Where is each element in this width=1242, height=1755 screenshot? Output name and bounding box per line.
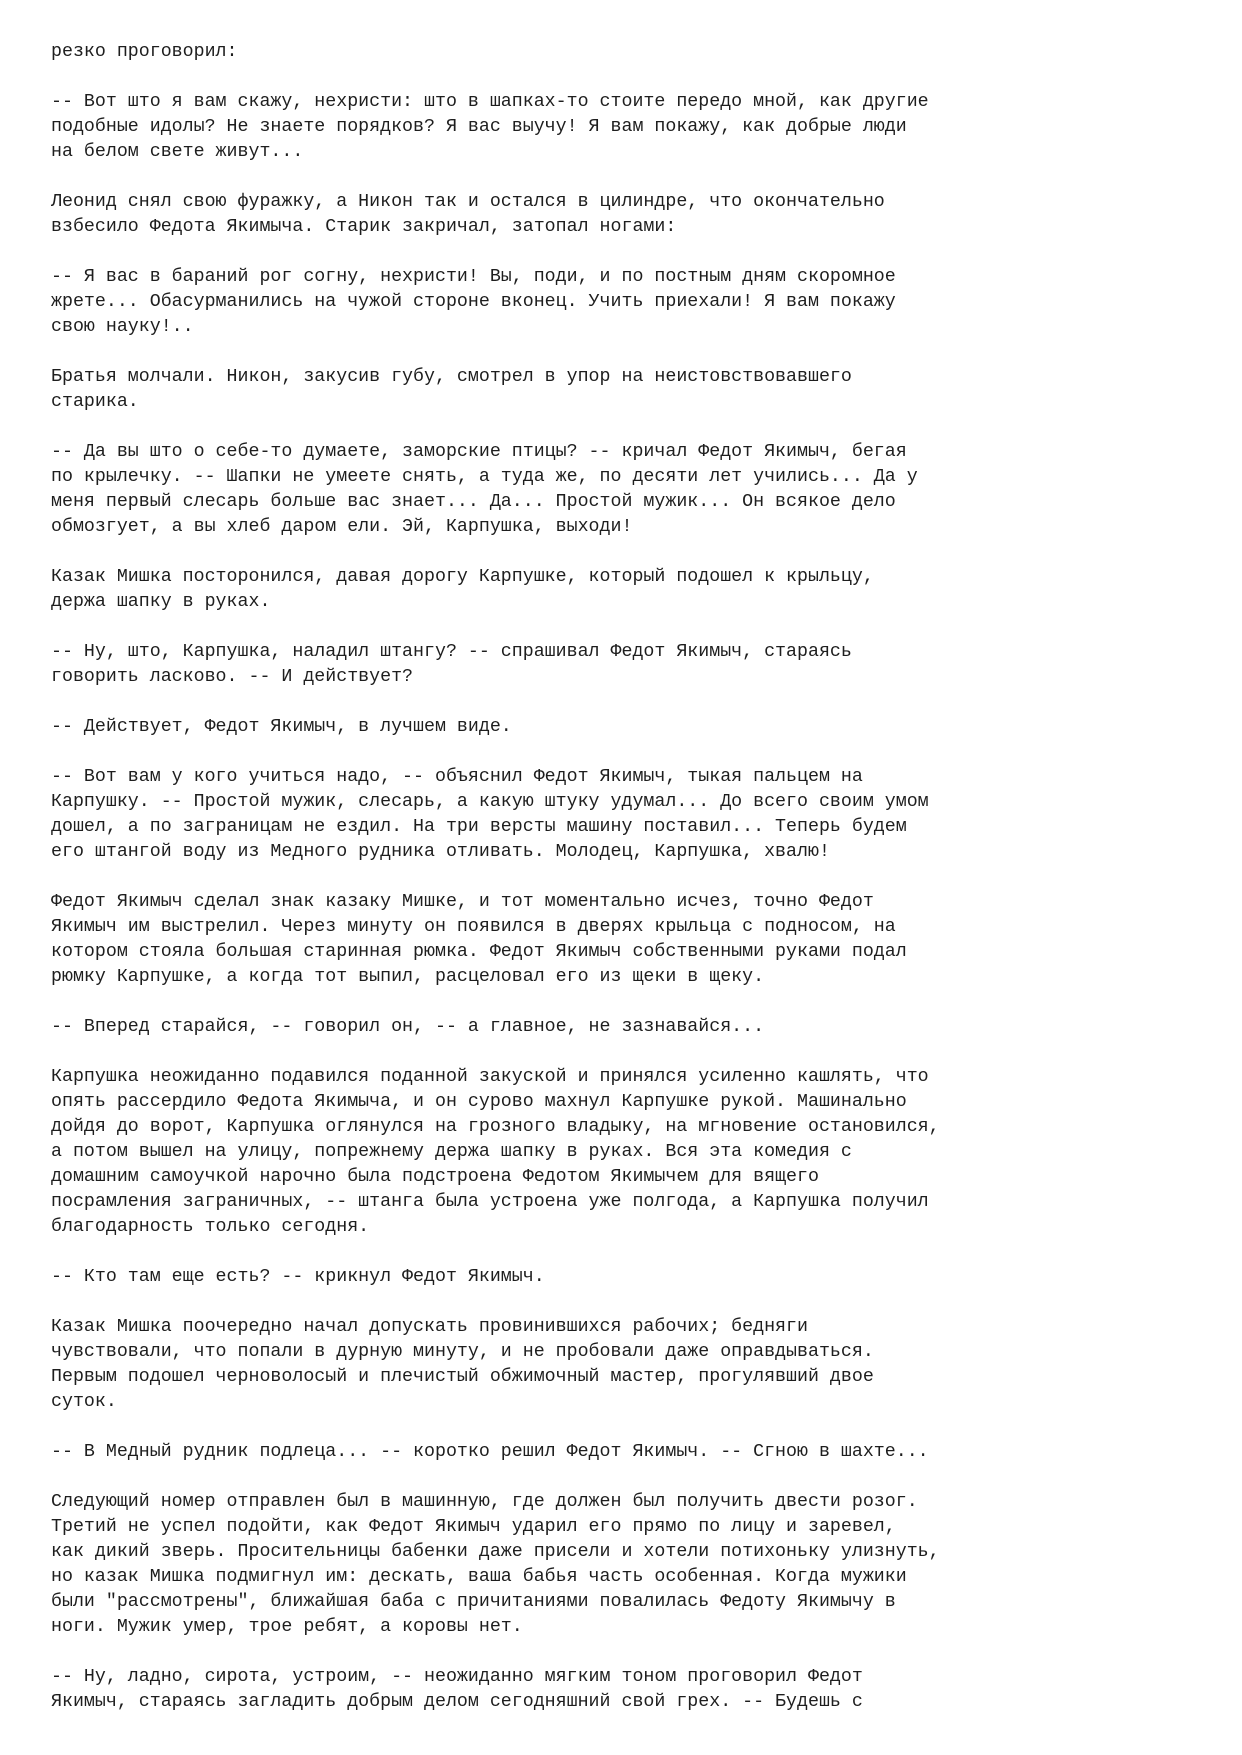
paragraph: -- Действует, Федот Якимыч, в лучшем виде. <box>51 717 512 737</box>
paragraph: -- В Медный рудник подлеца... -- коротко решил Федот Якимыч. -- Сгною в шахте... <box>51 1442 929 1462</box>
paragraph: резко проговорил: <box>51 42 238 62</box>
paragraph: Федот Якимыч сделал знак казаку Мишке, и тот моментально исчез, точно Федот Якимыч им выстрелил. Через минуту он появился в дверях крыльца с подносом, на котором стояла большая старинная рюмка. Федот Якимыч собственными руками подал рюмку Карпушке, а когда тот выпил, расцеловал его из щеки в щеку. <box>51 892 907 987</box>
paragraph: -- Кто там еще есть? -- крикнул Федот Якимыч. <box>51 1267 545 1287</box>
paragraph: Казак Мишка посторонился, давая дорогу Карпушке, который подошел к крыльцу, держа шапку в руках. <box>51 567 874 612</box>
paragraph: -- Вот што я вам скажу, нехристи: што в шапках-то стоите передо мной, как другие подобные идолы? Не знаете порядков? Я вас выучу! Я вам покажу, как добрые люди на белом свете живут... <box>51 92 929 162</box>
paragraph: -- Да вы што о себе-то думаете, заморские птицы? -- кричал Федот Якимыч, бегая по крылечку. -- Шапки не умеете снять, а туда же, по десяти лет учились... Да у меня первый слесарь больше вас знает... Да... Простой мужик... Он всякое дело обмозгует, а вы хлеб даром ели. Эй, Карпушка, выходи! <box>51 442 918 537</box>
paragraph: Карпушка неожиданно подавился поданной закуской и принялся усиленно кашлять, что опять рассердило Федота Якимыча, и он сурово махнул Карпушке рукой. Машинально дойдя до ворот, Карпушка оглянулся на грозного владыку, на мгновение остановился, а потом вышел на улицу, попрежнему держа шапку в руках. Вся эта комедия с домашним самоучкой нарочно была подстроена Федотом Якимычем для вящего посрамления заграничных, -- штанга была устроена уже полгода, а Карпушка получил благодарность только сегодня. <box>51 1067 940 1237</box>
paragraph: Следующий номер отправлен был в машинную, где должен был получить двести розог. Третий не успел подойти, как Федот Якимыч ударил его прямо по лицу и заревел, как дикий зверь. Просительницы бабенки даже присели и хотели потихоньку улизнуть, но казак Мишка подмигнул им: дескать, ваша бабья часть особенная. Когда мужики были "рассмотрены", ближайшая баба с причитаниями повалилась Федоту Якимычу в ноги. Мужик умер, трое ребят, а коровы нет. <box>51 1492 940 1637</box>
paragraph: -- Вот вам у кого учиться надо, -- объяснил Федот Якимыч, тыкая пальцем на Карпушку. -- Простой мужик, слесарь, а какую штуку удумал... До всего своим умом дошел, а по заграницам не ездил. На три версты машину поставил... Теперь будем его штангой воду из Медного рудника отливать. Молодец, Карпушка, хвалю! <box>51 767 929 862</box>
paragraph: -- Ну, ладно, сирота, устроим, -- неожиданно мягким тоном проговорил Федот Якимыч, стараясь загладить добрым делом сегодняшний свой грех. -- Будешь с <box>51 1667 863 1712</box>
paragraph: Леонид снял свою фуражку, а Никон так и остался в цилиндре, что окончательно взбесило Федота Якимыча. Старик закричал, затопал ногами: <box>51 192 885 237</box>
paragraph: -- Ну, што, Карпушка, наладил штангу? -- спрашивал Федот Якимыч, стараясь говорить ласково. -- И действует? <box>51 642 852 687</box>
paragraph: Казак Мишка поочередно начал допускать провинившихся рабочих; бедняги чувствовали, что попали в дурную минуту, и не пробовали даже оправдываться. Первым подошел черноволосый и плечистый обжимочный мастер, прогулявший двое суток. <box>51 1317 874 1412</box>
paragraph: -- Я вас в бараний рог согну, нехристи! Вы, поди, и по постным дням скоромное жрете... Обасурманились на чужой стороне вконец. Учить приехали! Я вам покажу свою науку!.. <box>51 267 896 337</box>
paragraph: Братья молчали. Никон, закусив губу, смотрел в упор на неистовствовавшего старика. <box>51 367 852 412</box>
document-page <box>51 40 1201 1740</box>
paragraph: -- Вперед старайся, -- говорил он, -- а главное, не зазнавайся... <box>51 1017 765 1037</box>
